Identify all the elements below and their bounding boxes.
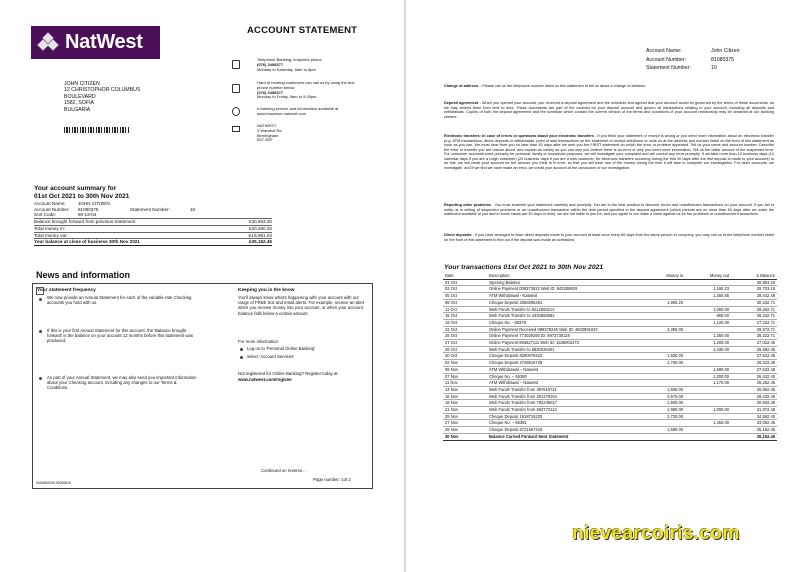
money-in-cell	[639, 293, 685, 300]
news-heading: News and information	[36, 270, 131, 280]
money-out-cell	[685, 433, 731, 440]
account-services-step: select 'Account Services'	[247, 354, 295, 359]
money-out: -£15,961.04	[247, 232, 272, 238]
table-row	[443, 293, 777, 300]
date-cell: 30 Oct	[443, 353, 487, 360]
money-in-cell: 2,350.00	[639, 326, 685, 333]
balance-cell: 30,932.45	[731, 400, 777, 407]
balance-cell: 29,432.45	[731, 393, 777, 400]
detail-row	[646, 48, 758, 55]
money-out-cell	[685, 413, 731, 420]
money-out-cell	[685, 400, 731, 407]
balance-forward: £30,853.20	[249, 219, 272, 225]
frequency-title: Your statement frequency	[37, 288, 96, 293]
hearing-contact	[257, 81, 357, 100]
date-cell: 30 Nov	[443, 433, 487, 440]
column-header-balance: £ Balance	[731, 273, 777, 279]
customer-name: JOHN CITIZEN	[64, 81, 100, 87]
text-phone-icon	[232, 84, 240, 93]
address-line: 1582, SOFIA	[64, 100, 94, 107]
table-row	[443, 407, 777, 414]
money-out-cell	[685, 386, 731, 393]
description-cell: Web Funds Transfer from 563772113	[487, 407, 639, 414]
table-row	[443, 393, 777, 400]
phone-hours: Monday to Saturday, 8am to 8pm	[257, 66, 316, 72]
post-line: 3 Warwick Rd	[257, 127, 282, 133]
table-row	[443, 400, 777, 407]
balance-cell: 25,592.45	[731, 346, 777, 353]
post-name: NATWEST	[257, 123, 277, 128]
money-out-cell	[685, 393, 731, 400]
money-out-cell	[685, 299, 731, 306]
mobile-phone-icon	[232, 60, 240, 69]
money-in-cell: 1,690.00	[639, 427, 685, 434]
table-row	[443, 313, 777, 320]
balance-cell: 29,703.18	[731, 286, 777, 293]
log-on-step: Log on to 'Personal Online Banking'	[247, 346, 316, 351]
account-name-label: Account Name:	[646, 48, 682, 54]
frequency-paragraph: As part of your Annual Statement, we may also send you important information about your Checking account, including any changes to our Terms & Conditions.	[47, 375, 197, 391]
date-cell: 11 Nov	[443, 380, 487, 387]
continued-note: Continued on reverse...	[261, 468, 306, 473]
closing-balance: £35,152.45	[249, 239, 272, 245]
notice-text: - When you opened your account, you received a deposit agreement and fee schedule and agreed that your account would be governed by the terms of these documents, as we may amend them from time to time. These documents are part of the contract for your deposit account and govern all transactions relating to your account, including all deposits and withdrawals. Copies of both the deposit agreement and fee schedule which contain the current version of the terms and conditions of your account relationship may be obtained at our banking centers.	[444, 101, 775, 119]
money-in-cell: 1,600.00	[639, 386, 685, 393]
money-out-cell: 1,450.00	[685, 420, 731, 427]
description-cell: Web Funds Transfer from 782236017	[487, 400, 639, 407]
table-row	[443, 333, 777, 340]
column-header-money-in: Money in	[639, 273, 685, 279]
money-in-cell	[639, 286, 685, 293]
sort-code: 60-13-04	[78, 212, 97, 218]
account-number: 81080375	[710, 56, 735, 63]
money-out-cell	[685, 353, 731, 360]
account-name-label: Account Name:	[34, 201, 66, 206]
description-cell: Cheque No. - 55379	[487, 319, 639, 326]
notice-text: – Please call us the telephone number listed on this statement to tell us about a change of address.	[478, 84, 646, 88]
date-cell: 22 Oct	[443, 326, 487, 333]
postal-contact	[257, 124, 357, 143]
statement-number: 10	[190, 206, 196, 212]
post-line: B27 6DF	[257, 137, 273, 143]
phone-contact	[257, 58, 357, 72]
table-row	[443, 286, 777, 293]
date-cell: 27 Nov	[443, 420, 487, 427]
money-in-cell	[639, 279, 685, 286]
money-out-cell	[685, 326, 731, 333]
description-cell: Online Payment 008373822 Web ID: 843209829	[487, 286, 639, 293]
notice-title: Electronic transfers: In case of errors or questions about your electronic transfers	[444, 134, 594, 138]
summary-row	[34, 239, 272, 246]
bullet-icon	[39, 298, 42, 301]
balance-cell: 28,222.71	[731, 333, 777, 340]
date-cell: 05 Nov	[443, 366, 487, 373]
money-in-cell	[639, 306, 685, 313]
date-cell: 11 Oct	[443, 306, 487, 313]
phone-number: (076) 2408377	[257, 61, 284, 67]
balance-forward-label: Balance brought forward from previous Statement	[34, 219, 136, 225]
table-row	[443, 386, 777, 393]
table-row	[443, 319, 777, 326]
money-out-cell: 1,000.00	[685, 407, 731, 414]
table-row	[443, 366, 777, 373]
account-name: John Citizen	[710, 48, 740, 54]
envelope-icon	[232, 126, 240, 132]
money-in-cell	[639, 333, 685, 340]
account-number: 81080375	[78, 206, 99, 212]
statement-page-2	[406, 0, 810, 572]
money-out-cell: 1,430.00	[685, 346, 731, 353]
money-out-cell	[685, 279, 731, 286]
table-row	[443, 433, 777, 440]
description-cell: Web Funds Transfer to 6830026401	[487, 346, 639, 353]
notice-title: Reporting other problems	[444, 203, 491, 207]
notice-title: Change of address	[444, 84, 479, 88]
table-row	[443, 360, 777, 367]
notice-title: Direct deposits	[444, 233, 472, 237]
statement-number-label: Statement Number:	[130, 206, 170, 212]
date-cell: 16 Nov	[443, 393, 487, 400]
summary-period: 01st Oct 2021 to 30th Nov 2021	[34, 193, 130, 200]
detail-row	[646, 57, 758, 64]
bullet-icon	[240, 348, 243, 351]
summary-heading: Your account summary for	[34, 185, 117, 192]
account-details	[644, 46, 760, 74]
balance-cell: 30,853.20	[731, 279, 777, 286]
balance-cell: 28,342.71	[731, 313, 777, 320]
money-out-cell: 1,200.00	[685, 373, 731, 380]
date-cell: 08 Oct	[443, 299, 487, 306]
date-cell: 14 Nov	[443, 386, 487, 393]
money-in-cell	[639, 420, 685, 427]
date-cell: 01 Oct	[443, 279, 487, 286]
reference-code: 0040460006 00040810	[36, 481, 71, 485]
description-cell: Cheque Deposit 8290078422	[487, 353, 639, 360]
description-cell: Web Funds Transfer from 201378154	[487, 393, 639, 400]
notice-text: - If you think your statement or receipt is wrong or you need more information about an electronic transfer (e.g. ATM transactions, direct deposits or withdrawals, point of sale transactions on the statement or receipt telephone or write us at the address and number listed on the front of this statement as soon as you can. We must hear from you no later than 60 days after we sent you the FIRST statement on which the error or problem appeared. Tell us your name and account number. Describe the error or transfer you are unsure about, and explain as clearly as you can why you believe there is an error or why you need more information. Tell us the dollar amount of the suspected error. For consumer accounts used primarily for personal, family or household purposes, we will investigate your complaint and will correct any error promptly. If we take more than 10 business days (10 calendar days if you are a Leigh customer) (20 business days if you are a new customer, for electronic transfers occurring during the first 30 days after the first deposit is made to your account) to do this, we will credit your account for the amount you think is in error, so that you will have use of the money during the time it will take to complete our investigation. For other accounts, we investigate, and if we find we have made an error, we credit your account at the conclusion of our investigation.	[444, 134, 774, 170]
money-in-cell: 1,700.00	[639, 360, 685, 367]
balance-cell: 35,152.45	[731, 433, 777, 440]
balance-cell: 31,872.45	[731, 407, 777, 414]
electronic-transfers-notice	[444, 134, 774, 170]
description-cell: Cheque No. – 55381	[487, 420, 639, 427]
balance-cell: 29,292.71	[731, 306, 777, 313]
description-cell: Web Funds Transfer to 8212583212	[487, 306, 639, 313]
account-name: JOHN CITIZEN	[78, 201, 110, 206]
balance-cell: 25,262.45	[731, 380, 777, 387]
money-in-cell	[639, 433, 685, 440]
date-cell: 18 Nov	[443, 400, 487, 407]
account-summary	[34, 185, 272, 246]
balance-cell: 27,222.71	[731, 319, 777, 326]
table-row	[443, 326, 777, 333]
sort-code-label: Sort Code:	[34, 212, 56, 218]
money-in-cell	[639, 380, 685, 387]
money-out-cell: 1,050.00	[685, 306, 731, 313]
date-cell: 25 Oct	[443, 333, 487, 340]
frequency-paragraph: If this is your first Annual Statement for this account, the 'Balance brought forward' is the balance on your account 12 months before this statement was produced.	[47, 328, 194, 344]
keep-informed-paragraph: You'll always know what's happening with your account with our range of FREE text and email alerts. For example, receive an alert when you receive money into your account, or when your account balance falls below a certain amount.	[238, 295, 365, 316]
notice-text: - You must examine your statement carefully and promptly. You are in the best position to discover errors and unauthorized transactions on your account. If you fail to notify us in writing of suspected problems or an unauthorized transaction within the time period specified in the deposit agreement (which periods are no more than 60 days after we make the statement available to you and in some cases are 30 days or less), we are not liable to you for, and you agree to not make a claim against us for the problems or unauthorized transactions.	[444, 203, 774, 216]
hearing-number: (076) 2408377	[257, 89, 284, 95]
table-row	[443, 353, 777, 360]
statement-page-1	[0, 0, 404, 572]
money-in-cell: 1,930.00	[639, 353, 685, 360]
money-in-cell: 1,500.00	[639, 400, 685, 407]
money-in-cell: 1,900.25	[639, 299, 685, 306]
money-out-cell: 950.00	[685, 313, 731, 320]
balance-cell: 30,342.71	[731, 299, 777, 306]
money-in-cell	[639, 319, 685, 326]
hearing-hours: Monday to Friday, 9am to 5.00pm.	[257, 94, 318, 100]
account-number-label: Account Number:	[34, 206, 70, 212]
description-cell: Online Payment 893627111 Web ID: 1638003273	[487, 340, 639, 347]
description-cell: ATM Withdrawal – Natwest	[487, 380, 639, 387]
table-row	[443, 420, 777, 427]
balance-cell: 33,062.45	[731, 420, 777, 427]
date-cell: 03 Oct	[443, 286, 487, 293]
bullet-icon	[39, 330, 42, 333]
date-cell: 02 Nov	[443, 360, 487, 367]
deposit-agreement-notice	[444, 101, 774, 119]
money-in-label: Total money in:	[34, 225, 65, 231]
money-in-cell	[639, 313, 685, 320]
page-number: Page number: 1of 2	[313, 477, 351, 482]
frequency-paragraph: We now provide an Annual Statement for each of the variable rate Checking accounts you hold with us.	[47, 295, 192, 306]
date-cell: 25 Nov	[443, 413, 487, 420]
postal-barcode	[64, 127, 130, 133]
keep-informed-title: Keeping you in the know	[238, 288, 295, 293]
description-cell: Cheque Deposit 2748516728	[487, 360, 639, 367]
balance-cell: 29,222.45	[731, 360, 777, 367]
balance-cell: 26,432.45	[731, 373, 777, 380]
description-cell: Cheque Deposit 2058296491	[487, 299, 639, 306]
account-number-label: Account Number:	[646, 56, 687, 63]
money-out-cell: 1,200.00	[685, 340, 731, 347]
money-in-cell	[639, 346, 685, 353]
detail-row	[646, 65, 758, 72]
balance-cell: 28,442.48	[731, 293, 777, 300]
post-line: Birmingham	[257, 132, 279, 138]
balance-cell: 35,152.45	[731, 427, 777, 434]
column-header-money-out: Money out	[685, 273, 731, 279]
column-header-date: Date	[443, 273, 487, 279]
money-in-cell: 2,720.00	[639, 413, 685, 420]
description-cell: Online Payment 773029293 ID: 8973730119	[487, 333, 639, 340]
direct-deposits-notice	[444, 233, 774, 242]
table-row	[443, 346, 777, 353]
more-info-label: For more information:	[238, 339, 280, 344]
date-cell: 21 Nov	[443, 407, 487, 414]
table-row	[443, 413, 777, 420]
money-in-cell	[639, 373, 685, 380]
phone-title: Telephone Banking, enquiries phone	[257, 57, 322, 62]
table-row	[443, 306, 777, 313]
money-out-cell	[685, 427, 731, 434]
reporting-problems-notice	[444, 203, 774, 217]
table-row	[443, 427, 777, 434]
money-in-cell: 1,950.00	[639, 407, 685, 414]
register-text: Not registered for Online Banking? Register today at	[238, 371, 338, 376]
money-in-cell	[639, 340, 685, 347]
date-cell: 29 Oct	[443, 346, 487, 353]
balance-cell: 29,572.71	[731, 326, 777, 333]
description-cell: Web Funds Transfer from 387815721	[487, 386, 639, 393]
description-cell: Web Funds Transfer to 4330583582	[487, 313, 639, 320]
address-line: BOULEVARD	[64, 93, 96, 100]
page-title: ACCOUNT STATEMENT	[247, 25, 358, 36]
money-out-label: Total money out:	[34, 232, 68, 238]
watermark: nievearcoiris.com	[572, 522, 740, 544]
table-row	[443, 373, 777, 380]
date-cell: 15 Oct	[443, 313, 487, 320]
logo-text: NatWest	[65, 31, 143, 53]
table-row	[443, 279, 777, 286]
description-cell: ATM Withdrawal – Natwest	[487, 366, 639, 373]
summary-row	[34, 226, 272, 233]
date-cell: 19 Oct	[443, 319, 487, 326]
money-out-cell	[685, 360, 731, 367]
natwest-mark-icon	[39, 34, 57, 52]
transactions-body	[443, 279, 777, 440]
column-header-description: Description	[487, 273, 639, 279]
money-out-cell: 1,120.00	[685, 319, 731, 326]
table-row	[443, 340, 777, 347]
online-contact: e-banking service and information available at www.business.natwest.com	[257, 106, 339, 116]
money-out-cell: 1,590.00	[685, 366, 731, 373]
summary-row	[34, 233, 272, 240]
description-cell: Cheque Deposit 8721567315	[487, 427, 639, 434]
date-cell: 29 Nov	[443, 427, 487, 434]
notice-text: - If you have arranged to have direct deposits made to your account at least once every 60 days from the same person or company, you may call us at the telephone number listed on the front of this statement to find out if the deposit was made as scheduled.	[444, 233, 774, 242]
balance-cell: 27,632.45	[731, 366, 777, 373]
bullet-icon	[39, 377, 42, 380]
money-out-cell: 1,170.00	[685, 380, 731, 387]
balance-cell: 26,862.45	[731, 386, 777, 393]
money-in-cell: 2,570.00	[639, 393, 685, 400]
table-row	[443, 380, 777, 387]
money-out-cell: 1,350.00	[685, 333, 731, 340]
money-in: £20,260.33	[249, 225, 272, 231]
customer-address	[64, 81, 140, 113]
statement-number: 10	[710, 65, 717, 71]
description-cell: ATM Withdrawal - Natwest	[487, 293, 639, 300]
closing-balance-label: Your balance at close of business 30th Nov 2021	[34, 239, 140, 245]
summary-row	[34, 212, 272, 219]
money-out-cell: 1,190.23	[685, 286, 731, 293]
balance-cell: 27,522.45	[731, 353, 777, 360]
balance-cell: 34,592.45	[731, 413, 777, 420]
transactions-table	[443, 273, 777, 441]
table-row	[443, 299, 777, 306]
description-cell: Cheque Deposit 1918715233	[487, 413, 639, 420]
description-cell: Opening Balance	[487, 279, 639, 286]
address-line: 12 CHRISTOPHOR COLUMBUS	[64, 87, 141, 94]
description-cell: Cheque No. – 55380	[487, 373, 639, 380]
natwest-logo	[31, 26, 160, 59]
globe-icon	[232, 107, 240, 116]
description-cell: Online Payment Received 099378245 Web ID: 4602891022	[487, 326, 639, 333]
bullet-icon	[240, 356, 243, 359]
date-cell: 05 Oct	[443, 293, 487, 300]
hearing-title: Hard of hearing customers can call us by using the text phone number below	[257, 80, 355, 90]
money-in-cell	[639, 366, 685, 373]
date-cell: 07 Nov	[443, 373, 487, 380]
notice-title: Deposit agreement	[444, 101, 479, 105]
news-box	[32, 283, 373, 489]
transactions-heading: Your transactions 01st Oct 2021 to 30th Nov 2021	[444, 264, 604, 271]
summary-row	[34, 219, 272, 226]
balance-cell: 27,022.45	[731, 340, 777, 347]
statement-number-label: Statement Number:	[646, 65, 691, 71]
register-link[interactable]: www.natwest.com/register	[238, 377, 293, 382]
change-of-address-notice	[444, 84, 774, 89]
date-cell: 27 Oct	[443, 340, 487, 347]
money-out-cell: 1,260.55	[685, 293, 731, 300]
address-line: BULGARIA	[64, 106, 91, 113]
description-cell: Balance Carried Forward Next Statement	[487, 433, 639, 440]
